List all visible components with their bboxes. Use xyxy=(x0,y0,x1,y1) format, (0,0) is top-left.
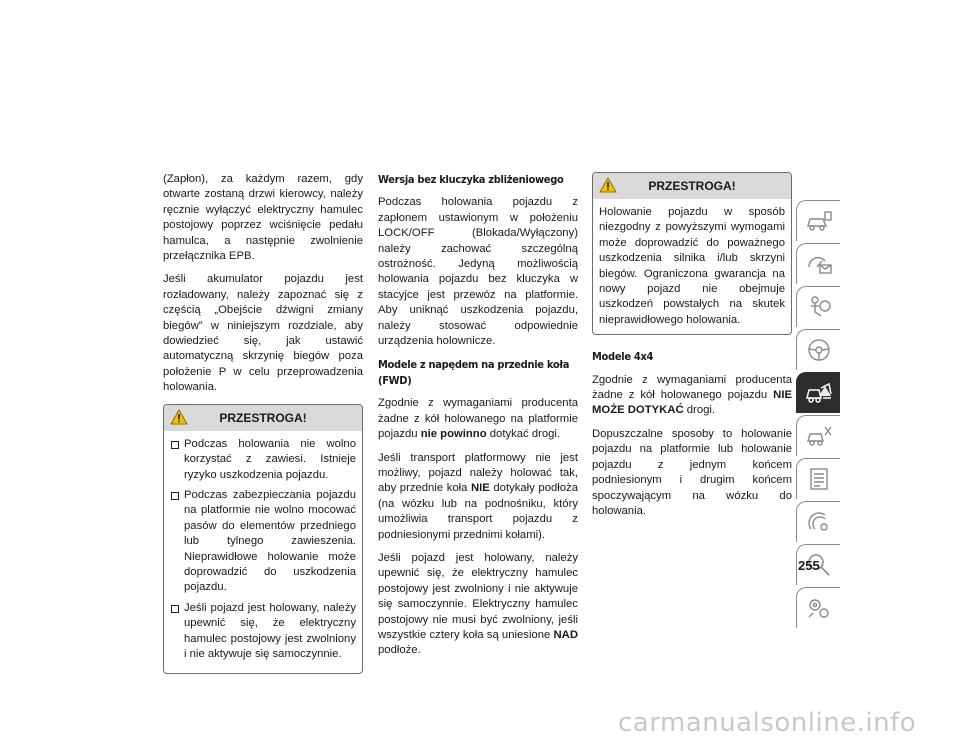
tab-emergency[interactable] xyxy=(796,372,840,413)
warning-title: PRZESTROGA! xyxy=(648,179,736,193)
fwd-paragraph-3: Jeśli pojazd jest holowany, należy upewnić się, że elektryczny hamulec postojowy jest zwolniony i nie aktywuje się samoczynnie. Elektryczny hamulec postojowy nie musi być zwolniony, jeśli wszystkie cztery koła są uniesione NAD podłoże. xyxy=(378,551,578,657)
right-column xyxy=(592,172,792,527)
car-service-icon xyxy=(805,423,833,449)
media-icon xyxy=(805,509,833,535)
left-column xyxy=(163,172,363,674)
watermark: carmanualsonline.info xyxy=(618,708,917,738)
battery-paragraph: Jeśli akumulator pojazdu jest rozładowany, należy zapoznać się z częścią „Obejście dźwigni zmiany biegów” w niniejszym rozdziale, aby dowiedzieć się, jak ustawić automatyczną skrzynię biegów poza położenie P w celu przeprowadzenia holowania. xyxy=(163,273,363,394)
checklist-icon xyxy=(805,466,833,492)
tab-service[interactable] xyxy=(796,415,840,456)
intro-paragraph: (Zapłon), za każdym razem, gdy otwarte zostaną drzwi kierowcy, należy ręcznie wyłączyć elektryczny hamulec postojowy poprzez wciśnięcie pedału hamulca, a następnie zwolnienie przełącznika EPB. xyxy=(163,173,363,263)
warning-triangle-icon xyxy=(170,409,188,425)
tab-car-info[interactable] xyxy=(796,200,840,241)
tab-safety[interactable] xyxy=(796,286,840,327)
checkbox-bullet-icon xyxy=(171,441,179,449)
section-heading-4x4: Modele 4x4 xyxy=(592,350,654,364)
4x4-paragraph-1: Zgodnie z wymaganiami producenta żadne z kół holowanego pojazdu NIE MOŻE DOTYKAĆ drogi. xyxy=(592,373,792,417)
tab-customer-assistance[interactable] xyxy=(796,587,840,628)
tow-truck-icon xyxy=(805,380,833,406)
warning-box-1 xyxy=(163,404,363,675)
4x4-paragraph-2: Dopuszczalne sposoby to holowanie pojazdu na platformie lub holowanie pojazdu z jednym końcem podniesionym i drugim końcem spoczywającym na wózku do holowania. xyxy=(592,427,792,517)
warning-box-2 xyxy=(592,172,792,335)
section-heading-keyless: Wersja bez kluczyka zbliżeniowego xyxy=(378,173,564,186)
tab-dashboard[interactable] xyxy=(796,243,840,284)
section-heading-fwd: Modele z napędem na przednie koła (FWD) xyxy=(378,358,570,387)
tab-driving[interactable] xyxy=(796,329,840,370)
safety-airbag-icon xyxy=(805,294,833,320)
page-number: 255 xyxy=(798,558,820,573)
warning-item: Jeśli pojazd jest holowany, należy upewnić się, że elektryczny hamulec postojowy jest zwolniony i nie aktywuje się samoczynnie. xyxy=(170,601,356,663)
middle-column xyxy=(378,172,578,667)
warning-triangle-icon xyxy=(599,177,617,193)
fwd-paragraph-2: Jeśli transport platformowy nie jest możliwy, pojazd należy holować tak, aby przednie koła NIE dotykały podłoża (na wózku lub na podnośniku, który umożliwia transport pojazdu z podniesionymi przednimi kołami). xyxy=(378,451,578,541)
settings-icon xyxy=(805,595,833,621)
checkbox-bullet-icon xyxy=(171,492,179,500)
warning-item: Podczas zabezpieczania pojazdu na platformie nie wolno mocować pasów do elementów przedniego lub tylnego zawieszenia. Nieprawidłowe holowanie może doprowadzić do uszkodzenia pojazdu. xyxy=(170,488,356,596)
warning-item: Podczas holowania nie wolno korzystać z zawiesi. Istnieje ryzyko uszkodzenia pojazdu. xyxy=(170,437,356,483)
fwd-paragraph-1: Zgodnie z wymaganiami producenta żadne z kół holowanego na platformie pojazdu nie powinno dotykać drogi. xyxy=(378,397,578,441)
keyless-paragraph: Podczas holowania pojazdu z zapłonem ustawionym w położeniu LOCK/OFF (Blokada/Wyłączony) należy zachować szczególną ostrożność. Jedyną możliwością holowania pojazdu bez kluczyka w stacyjce jest przewóz na platformie. Aby uniknąć uszkodzenia pojazdu, należy stosować odpowiednie urządzenia holownicze. xyxy=(378,196,578,348)
steering-wheel-icon xyxy=(805,337,833,363)
warning-title: PRZESTROGA! xyxy=(219,410,307,425)
warning-text: Holowanie pojazdu w sposób niezgodny z powyższymi wymogami może doprowadzić do poważnego uszkodzenia silnika i/lub skrzyni biegów. Ograniczona gwarancja na nowy pojazd nie obejmuje uszkodzeń powstałych na skutek nieprawidłowego holowania. xyxy=(599,206,785,326)
tab-multimedia[interactable] xyxy=(796,501,840,542)
tab-specifications[interactable] xyxy=(796,458,840,499)
car-info-icon xyxy=(805,208,833,234)
checkbox-bullet-icon xyxy=(171,605,179,613)
warning-header xyxy=(593,173,791,199)
dashboard-message-icon xyxy=(805,251,833,277)
warning-header xyxy=(164,405,362,431)
